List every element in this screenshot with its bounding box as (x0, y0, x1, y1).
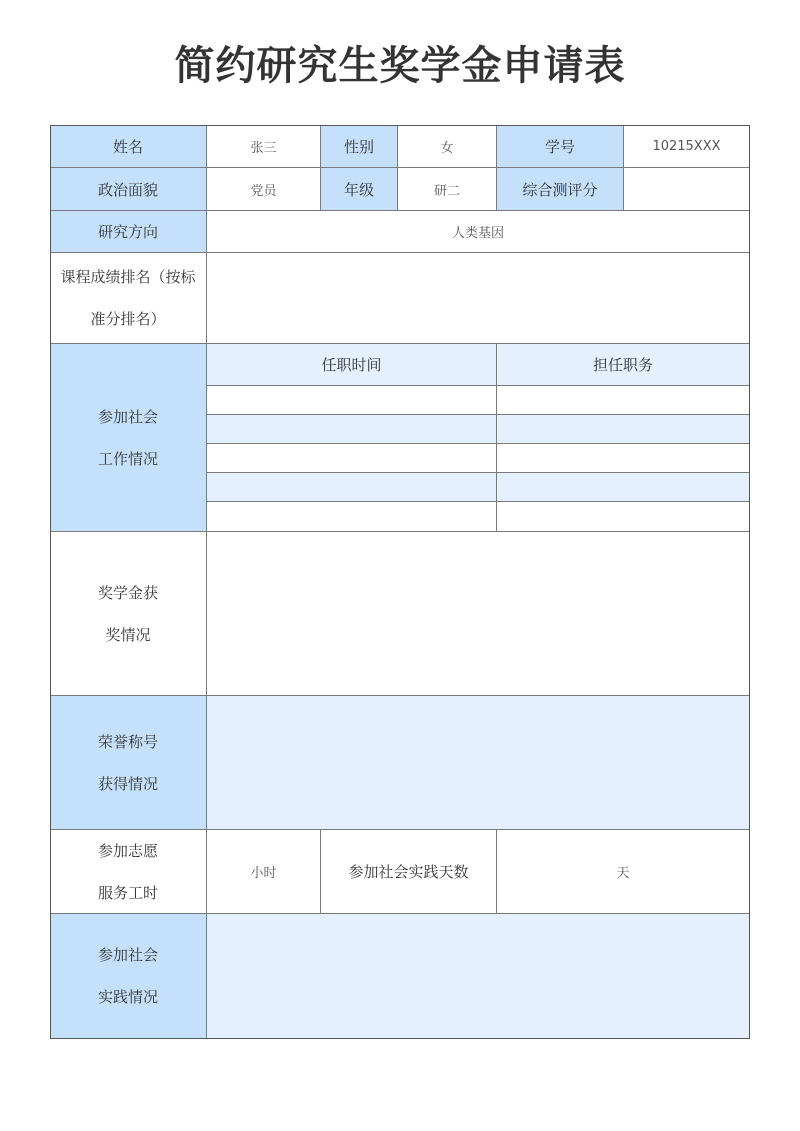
social-work-label (50, 344, 207, 532)
scholarship-label (50, 532, 207, 696)
honors-field[interactable] (207, 696, 750, 830)
tenure-time-cell[interactable] (207, 444, 497, 473)
course-rank-label-line2: 准分排名） (90, 310, 166, 328)
position-held-header: 担任职务 (497, 344, 750, 386)
course-rank-field[interactable] (207, 253, 750, 344)
honors-label-line2: 获得情况 (97, 774, 158, 793)
tenure-time-cell[interactable] (207, 386, 497, 415)
grade-field[interactable]: 研二 (398, 168, 497, 211)
practice-days-label: 参加社会实践天数 (321, 830, 497, 914)
honors-label-line1: 荣誉称号 (97, 732, 158, 751)
position-held-cell[interactable] (497, 415, 750, 444)
research-direction-field[interactable]: 人类基因 (207, 211, 750, 253)
position-held-cell[interactable] (497, 444, 750, 473)
volunteer-hours-field[interactable]: 小时 (207, 830, 321, 914)
tenure-time-cell[interactable] (207, 502, 497, 532)
practice-days-field[interactable]: 天 (497, 830, 750, 914)
political-status-label: 政治面貌 (50, 168, 207, 211)
scholarship-label-line1: 奖学金获 (97, 583, 158, 602)
scholarship-field[interactable] (207, 532, 750, 696)
student-id-field[interactable]: 10215XXX (624, 125, 750, 168)
composite-score-label: 综合测评分 (497, 168, 624, 211)
application-form (50, 125, 750, 1039)
position-held-cell[interactable] (497, 473, 750, 502)
social-work-label-line2: 工作情况 (97, 449, 158, 468)
position-held-cell[interactable] (497, 502, 750, 532)
name-label: 姓名 (50, 125, 207, 168)
volunteer-hours-label (50, 830, 207, 914)
name-field[interactable]: 张三 (207, 125, 321, 168)
gender-label: 性别 (321, 125, 398, 168)
tenure-time-cell[interactable] (207, 415, 497, 444)
course-rank-label (50, 253, 207, 344)
honors-label (50, 696, 207, 830)
volunteer-hours-label-line1: 参加志愿 (97, 841, 158, 860)
research-direction-label: 研究方向 (50, 211, 207, 253)
scholarship-label-line2: 奖情况 (105, 625, 151, 644)
grade-label: 年级 (321, 168, 398, 211)
social-practice-field[interactable] (207, 914, 750, 1039)
political-status-field[interactable]: 党员 (207, 168, 321, 211)
tenure-time-cell[interactable] (207, 473, 497, 502)
social-practice-label (50, 914, 207, 1039)
student-id-label: 学号 (497, 125, 624, 168)
composite-score-field[interactable] (624, 168, 750, 211)
social-practice-label-line1: 参加社会 (97, 946, 158, 964)
social-practice-label-line2: 实践情况 (97, 988, 158, 1006)
page-title: 简约研究生奖学金申请表 (174, 43, 626, 89)
gender-field[interactable]: 女 (398, 125, 497, 168)
volunteer-hours-label-line2: 服务工时 (97, 883, 158, 902)
tenure-time-header: 任职时间 (207, 344, 497, 386)
course-rank-label-line1: 课程成绩排名（按标 (60, 268, 196, 286)
position-held-cell[interactable] (497, 386, 750, 415)
social-work-label-line1: 参加社会 (97, 407, 158, 426)
